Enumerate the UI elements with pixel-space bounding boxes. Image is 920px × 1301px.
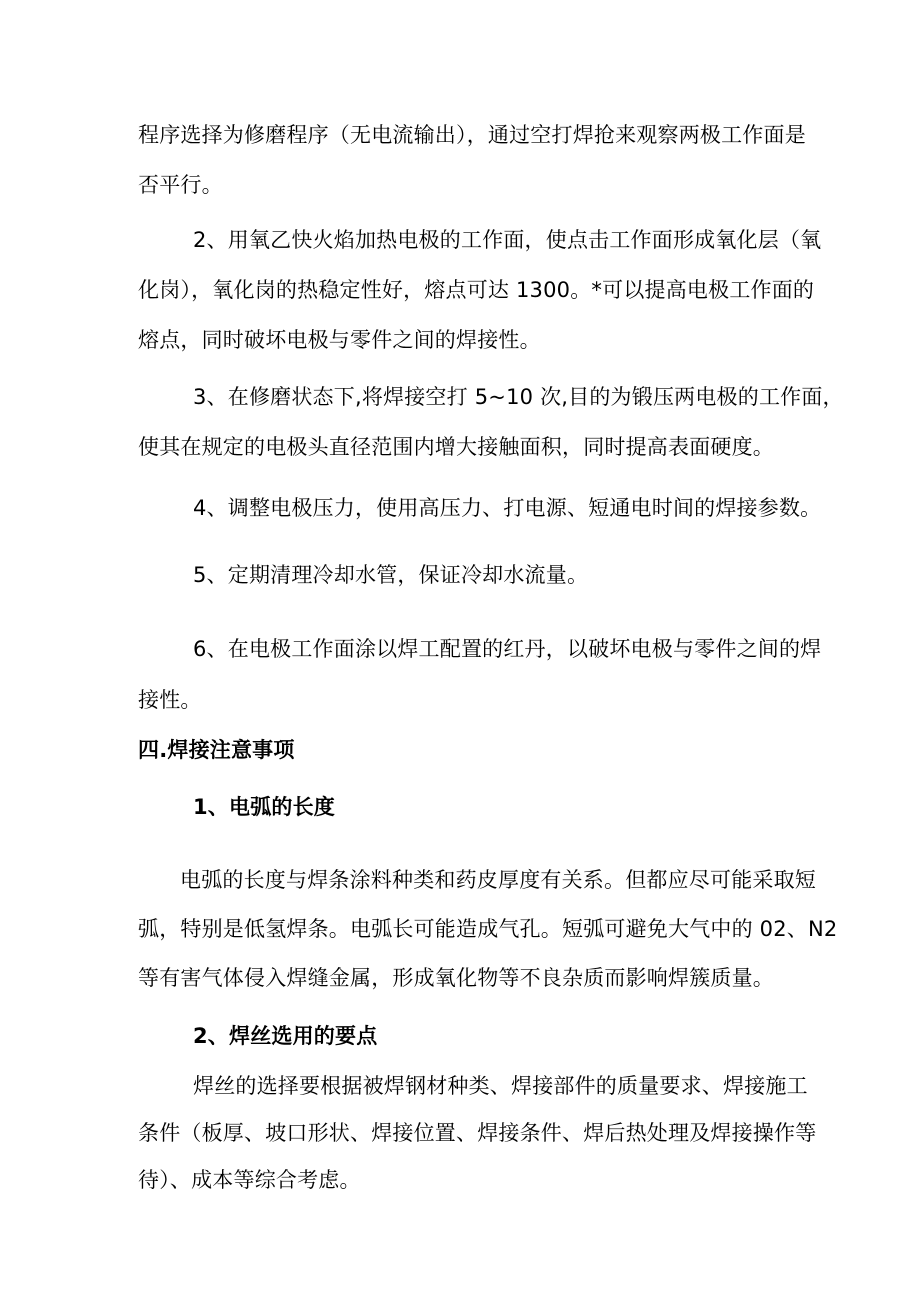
list-item-line: 5、定期清理冷却水管，保证冷却水流量。 (193, 563, 589, 587)
paragraph-line: 等有害气体侵入焊缝金属，形成氧化物等不良杂质而影响焊簇质量。 (138, 966, 774, 990)
paragraph-line: 使其在规定的电极头直径范围内增大接触面积，同时提高表面硬度。 (138, 435, 774, 459)
paragraph-line: 电弧的长度与焊条涂料种类和药皮厚度有关系。但都应尽可能采取短 (180, 868, 816, 892)
section-heading: 四.焊接注意事项 (138, 738, 295, 762)
paragraph-line: 待）、成本等综合考虑。 (138, 1168, 361, 1192)
paragraph-line: 化岗），氧化岗的热稳定性好，熔点可达 1300。*可以提高电极工作面的 (138, 278, 815, 302)
paragraph-line: 接性。 (138, 688, 202, 712)
list-item-line: 4、调整电极压力，使用高压力、打电源、短通电时间的焊接参数。 (193, 496, 822, 520)
list-item-line: 2、用氧乙快火焰加热电极的工作面，使点击工作面形成氧化层（氧 (193, 228, 822, 252)
paragraph-line: 否平行。 (138, 173, 223, 197)
list-item-line: 6、在电极工作面涂以焊工配置的红丹，以破坏电极与零件之间的焊 (193, 637, 822, 661)
paragraph-line: 焊丝的选择要根据被焊钢材种类、焊接部件的质量要求、焊接施工 (193, 1074, 808, 1098)
subsection-heading: 1、电弧的长度 (193, 795, 336, 819)
list-item-line: 3、在修磨状态下,将焊接空打 5~10 次,目的为锻压两电极的工作面， (193, 385, 844, 409)
paragraph-line: 熔点，同时破坏电极与零件之间的焊接性。 (138, 328, 541, 352)
subsection-heading: 2、焊丝选用的要点 (193, 1024, 378, 1048)
paragraph-line: 程序选择为修磨程序（无电流输出），通过空打焊抢来观察两极工作面是 (138, 123, 806, 147)
paragraph-line: 弧，特别是低氢焊条。电弧长可能造成气孔。短弧可避免大气中的 02、N2 (138, 917, 838, 941)
paragraph-line: 条件（板厚、坡口形状、焊接位置、焊接条件、焊后热处理及焊接操作等 (138, 1121, 817, 1145)
